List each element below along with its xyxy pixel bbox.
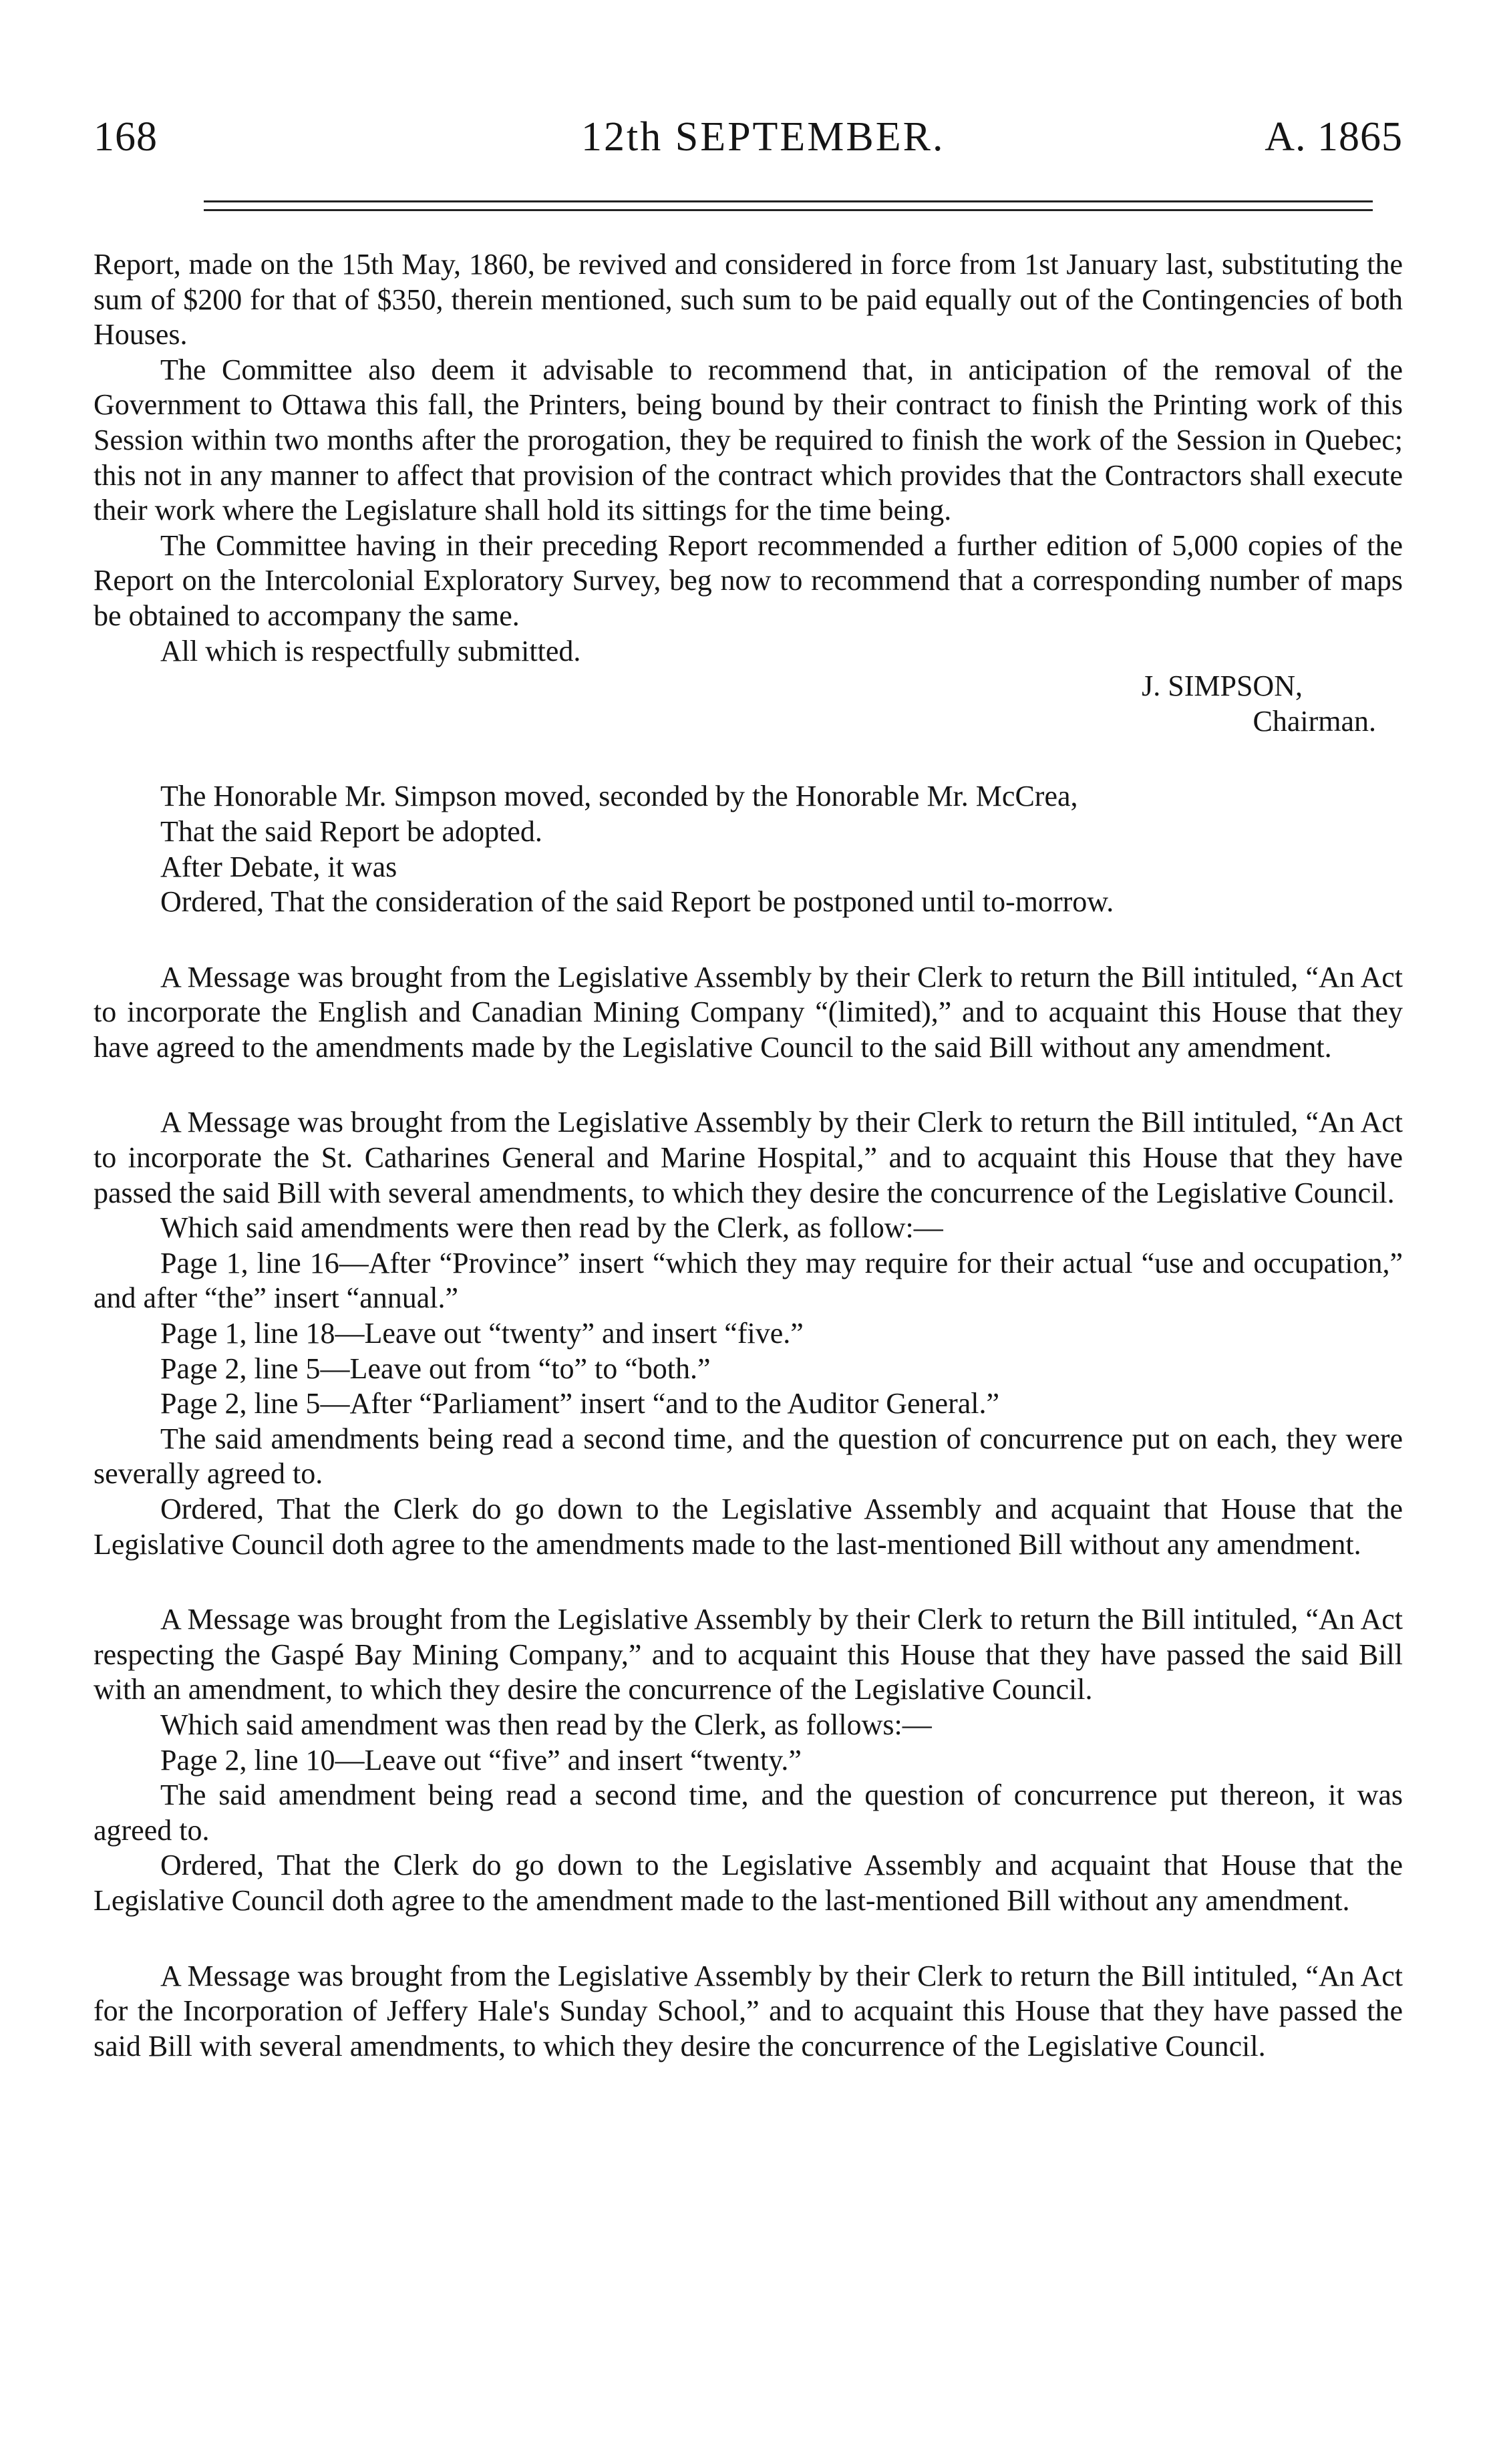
paragraph: After Debate, it was <box>160 850 397 883</box>
signature-title: Chairman. <box>1253 704 1376 738</box>
paragraph: The Honorable Mr. Simpson moved, seconded by the Honorable Mr. McCrea, <box>160 780 1078 813</box>
paragraph: A Message was brought from the Legislative Assembly by their Clerk to return the Bill intituled, “An Act to incorporate the St. Catharines General and Marine Hospital,” and to acquaint this House that they have passed the said Bill with several amendments, to which they desire the concurrence of the Legislative Council. <box>94 1106 1403 1209</box>
page-number: 168 <box>94 114 158 160</box>
paragraph: A Message was brought from the Legislative Assembly by their Clerk to return the Bill intituled, “An Act for the Incorporation of Jeffery Hale's Sunday School,” and to acquaint this House that they have passed the said Bill with several amendments, to which they desire the concurrence of the Legislative Council. <box>94 1959 1403 2062</box>
paragraph: The said amendments being read a second time, and the question of concurrence put on each, they were severally agreed to. <box>94 1422 1403 1491</box>
paragraph: Page 2, line 5—After “Parliament” insert “and to the Auditor General.” <box>160 1387 1000 1420</box>
paragraph: Ordered, That the consideration of the said Report be postponed until to-morrow. <box>160 885 1114 919</box>
paragraph: Report, made on the 15th May, 1860, be revived and considered in force from 1st January last, substituting the sum of $200 for that of $350, therein mentioned, such sum to be paid equally out of the Contingencies of both Houses. <box>94 248 1403 351</box>
paragraph: Which said amendments were then read by the Clerk, as follow:— <box>160 1211 943 1245</box>
paragraph: Page 2, line 10—Leave out “five” and insert “twenty.” <box>160 1743 802 1777</box>
paragraph: Page 1, line 16—After “Province” insert “which they may require for their actual “use and occupation,” and after “the” insert “annual.” <box>94 1246 1403 1315</box>
header-double-rule <box>204 200 1373 211</box>
paragraph: Page 1, line 18—Leave out “twenty” and insert “five.” <box>160 1317 804 1350</box>
paragraph: Page 2, line 5—Leave out from “to” to “both.” <box>160 1352 711 1385</box>
paragraph: All which is respectfully submitted. <box>160 634 581 667</box>
paragraph: The said amendment being read a second time, and the question of concurrence put thereon, it was agreed to. <box>94 1779 1403 1847</box>
paragraph: That the said Report be adopted. <box>160 814 542 848</box>
paragraph: A Message was brought from the Legislative Assembly by their Clerk to return the Bill intituled, “An Act respecting the Gaspé Bay Mining Company,” and to acquaint this House that they have passed the said Bill with an amendment, to which they desire the concurrence of the Legislative Council. <box>94 1603 1403 1706</box>
paragraph: Ordered, That the Clerk do go down to the Legislative Assembly and acquaint that House that the Legislative Council doth agree to the amendments made to the last-mentioned Bill without any amendment. <box>94 1493 1403 1561</box>
signature-name: J. SIMPSON, <box>1142 669 1303 703</box>
page-header <box>94 114 1403 174</box>
paragraph: The Committee also deem it advisable to recommend that, in anticipation of the removal of the Government to Ottawa this fall, the Printers, being bound by their contract to finish the Printing work of this Session within two months after the prorogation, they be required to finish the work of the Session in Quebec; this not in any manner to affect that provision of the contract which provides that the Contractors shall execute their work where the Legislature shall hold its sittings for the time being. <box>94 353 1403 527</box>
paragraph: A Message was brought from the Legislative Assembly by their Clerk to return the Bill intituled, “An Act to incorporate the English and Canadian Mining Company “(limited),” and to acquaint this House that they have agreed to the amendments made by the Legislative Council to the said Bill without any amendment. <box>94 960 1403 1064</box>
document-body <box>94 247 1403 2064</box>
paragraph: Ordered, That the Clerk do go down to the Legislative Assembly and acquaint that House that the Legislative Council doth agree to the amendment made to the last-mentioned Bill without any amendment. <box>94 1849 1403 1917</box>
header-date: 12th SEPTEMBER. <box>581 114 945 160</box>
header-year: A. 1865 <box>1265 114 1403 160</box>
paragraph: The Committee having in their preceding Report recommended a further edition of 5,000 copies of the Report on the Intercolonial Exploratory Survey, beg now to recommend that a corresponding number of maps be obtained to accompany the same. <box>94 528 1403 632</box>
paragraph: Which said amendment was then read by the Clerk, as follows:— <box>160 1708 932 1741</box>
